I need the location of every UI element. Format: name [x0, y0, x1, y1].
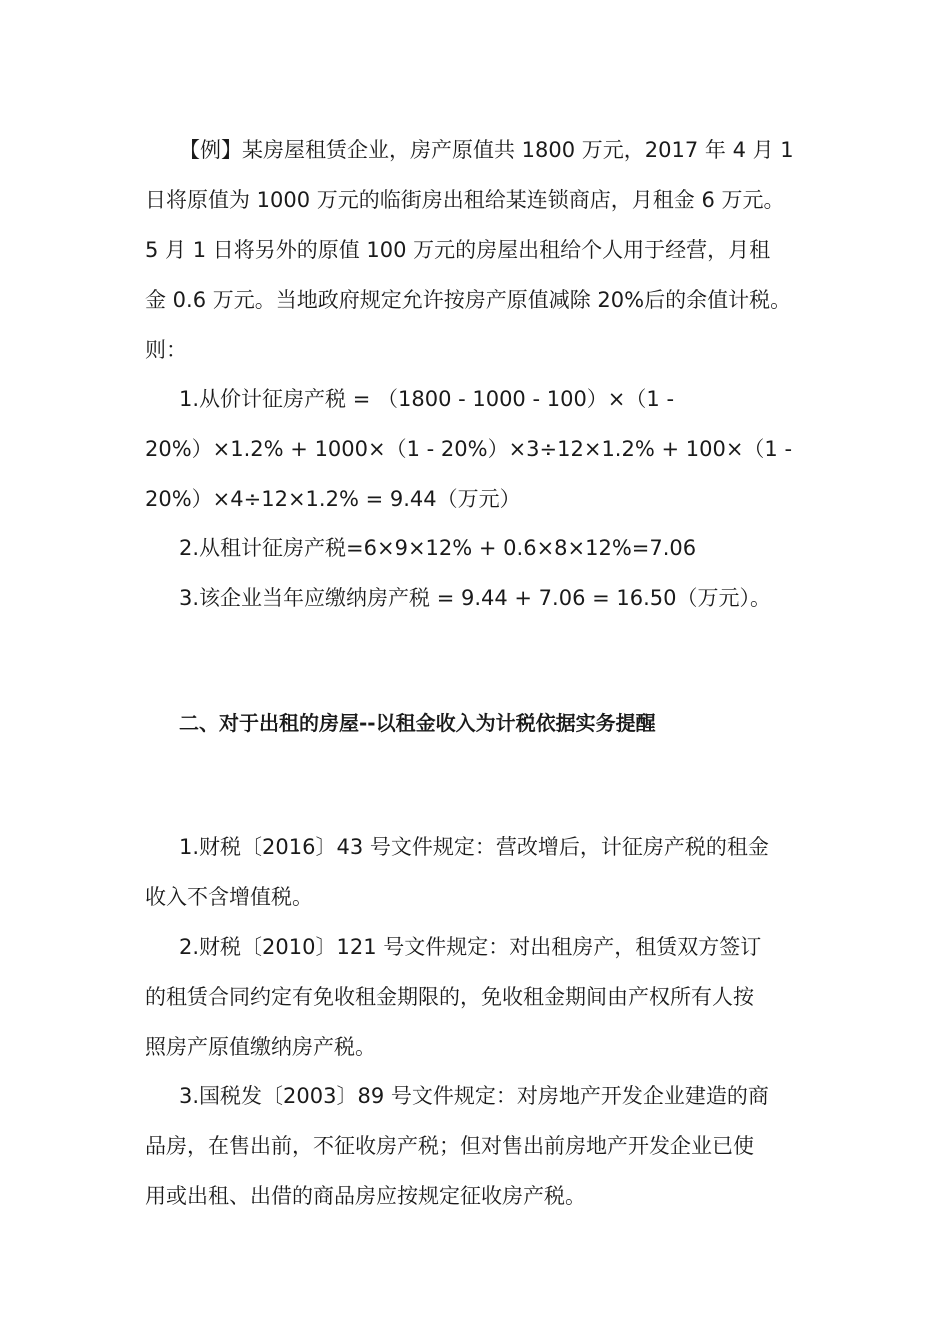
- example-line-3: 5 月 1 日将另外的原值 100 万元的房屋出租给个人用于经营，月租: [145, 238, 771, 262]
- section-2-line-3: 2.财税〔2010〕121 号文件规定：对出租房产，租赁双方签订: [179, 935, 762, 959]
- section-2-line-4: 的租赁合同约定有免收租金期限的，免收租金期间由产权所有人按: [145, 985, 754, 1009]
- section-2-line-7: 品房，在售出前，不征收房产税；但对售出前房地产开发企业已使: [145, 1134, 754, 1158]
- example-line-1: 【例】某房屋租赁企业，房产原值共 1800 万元，2017 年 4 月 1: [179, 138, 794, 162]
- calc-line-3: 20%）×4÷12×1.2% = 9.44（万元）: [145, 487, 521, 511]
- calc-line-5: 3.该企业当年应缴纳房产税 = 9.44 + 7.06 = 16.50（万元）。: [179, 586, 772, 610]
- example-line-5: 则：: [145, 338, 187, 362]
- section-2-line-1: 1.财税〔2016〕43 号文件规定：营改增后，计征房产税的租金: [179, 835, 769, 859]
- section-2-line-5: 照房产原值缴纳房产税。: [145, 1035, 376, 1059]
- calc-line-4: 2.从租计征房产税=6×9×12% + 0.6×8×12%=7.06: [179, 536, 697, 560]
- calc-line-1: 1.从价计征房产税 = （1800 - 1000 - 100）×（1 -: [179, 387, 675, 411]
- section-2-line-6: 3.国税发〔2003〕89 号文件规定：对房地产开发企业建造的商: [179, 1084, 769, 1108]
- calc-line-2: 20%）×1.2% + 1000×（1 - 20%）×3÷12×1.2% + 100×（1 -: [145, 437, 793, 461]
- section-2-line-8: 用或出租、出借的商品房应按规定征收房产税。: [145, 1184, 586, 1208]
- section-2-heading: 二、对于出租的房屋--以租金收入为计税依据实务提醒: [179, 711, 656, 735]
- example-line-2: 日将原值为 1000 万元的临街房出租给某连锁商店，月租金 6 万元。: [145, 188, 785, 212]
- section-2-line-2: 收入不含增值税。: [145, 885, 313, 909]
- example-line-4: 金 0.6 万元。当地政府规定允许按房产原值减除 20%后的余值计税。: [145, 288, 792, 312]
